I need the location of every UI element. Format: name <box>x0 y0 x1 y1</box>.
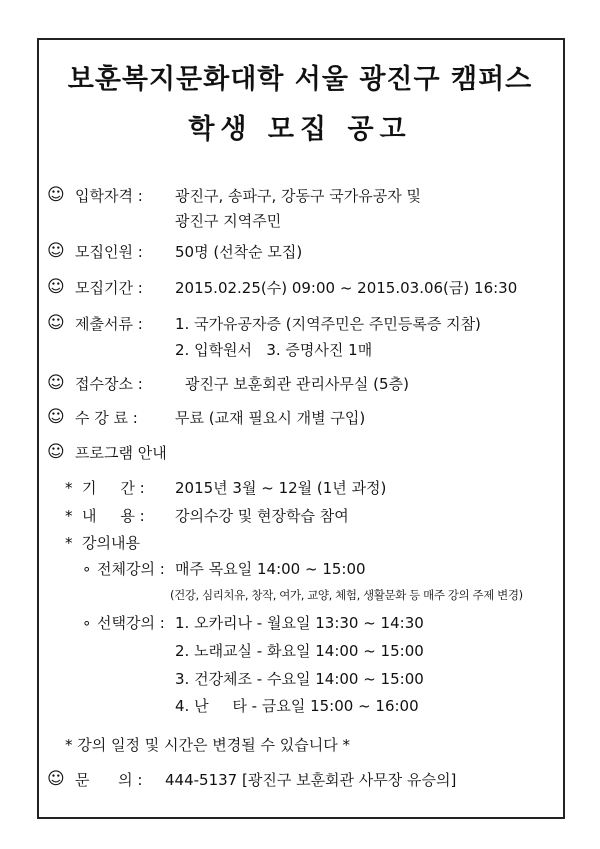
fee-value: 무료 (교재 필요시 개별 구입) <box>175 409 366 427</box>
contact-label: 문 의 : <box>75 771 143 789</box>
smile-icon: ☺ <box>47 241 65 261</box>
star-mark: * <box>65 479 73 497</box>
elective-row-2: 2. 노래교실 - 화요일 14:00 ~ 15:00 <box>175 642 424 660</box>
smile-icon: ☺ <box>47 185 65 205</box>
campus-title: 보훈복지문화대학 서울 광진구 캠퍼스 <box>67 64 533 95</box>
smile-icon: ☺ <box>47 407 65 427</box>
place-label: 접수장소 : <box>75 375 143 393</box>
documents-line1: 1. 국가유공자증 (지역주민은 주민등록증 지참) <box>175 315 481 333</box>
elective-row-4: 4. 난 타 - 금요일 15:00 ~ 16:00 <box>175 697 419 715</box>
content-value: 강의수강 및 현장학습 참여 <box>175 507 349 525</box>
duration-value: 2015년 3월 ~ 12월 (1년 과정) <box>175 479 387 497</box>
elective-label: 선택강의 : <box>97 614 165 632</box>
all-lecture-value: 매주 목요일 14:00 ~ 15:00 <box>175 560 366 578</box>
period-value: 2015.02.25(수) 09:00 ~ 2015.03.06(금) 16:30 <box>175 279 518 297</box>
smile-icon: ☺ <box>47 277 65 297</box>
documents-line2: 2. 입학원서 3. 증명사진 1매 <box>175 341 373 359</box>
qualification-line2: 광진구 지역주민 <box>175 212 282 230</box>
all-lecture-note: (건강, 심리치유, 창작, 여가, 교양, 체험, 생활문화 등 매주 강의 주제 변경) <box>170 588 523 602</box>
documents-label: 제출서류 : <box>75 315 143 333</box>
elective-row-1: 1. 오카리나 - 월요일 13:30 ~ 14:30 <box>175 614 424 632</box>
period-label: 모집기간 : <box>75 279 143 297</box>
fee-label: 수 강 료 : <box>75 409 138 427</box>
star-mark: * <box>65 534 73 552</box>
smile-icon: ☺ <box>47 442 65 462</box>
circle-mark: ∘ <box>82 614 92 632</box>
qualification-line1: 광진구, 송파구, 강동구 국가유공자 및 <box>175 187 421 205</box>
circle-mark: ∘ <box>82 560 92 578</box>
place-value: 광진구 보훈회관 관리사무실 (5층) <box>185 375 409 393</box>
qualification-label: 입학자격 : <box>75 187 143 205</box>
change-notice: * 강의 일정 및 시간은 변경될 수 있습니다 * <box>65 736 350 754</box>
content-label: 내 용 : <box>82 507 145 525</box>
capacity-label: 모집인원 : <box>75 243 143 261</box>
recruit-title: 학생 모집 공고 <box>188 114 412 145</box>
star-mark: * <box>65 507 73 525</box>
lectures-label: 강의내용 <box>82 534 140 552</box>
all-lecture-label: 전체강의 : <box>97 560 165 578</box>
program-label: 프로그램 안내 <box>75 444 167 462</box>
duration-label: 기 간 : <box>82 479 145 497</box>
smile-icon: ☺ <box>47 373 65 393</box>
capacity-value: 50명 (선착순 모집) <box>175 243 303 261</box>
contact-value: 444-5137 [광진구 보훈회관 사무장 유승의] <box>165 771 457 789</box>
smile-icon: ☺ <box>47 313 65 333</box>
smile-icon: ☺ <box>47 769 65 789</box>
elective-row-3: 3. 건강체조 - 수요일 14:00 ~ 15:00 <box>175 670 424 688</box>
